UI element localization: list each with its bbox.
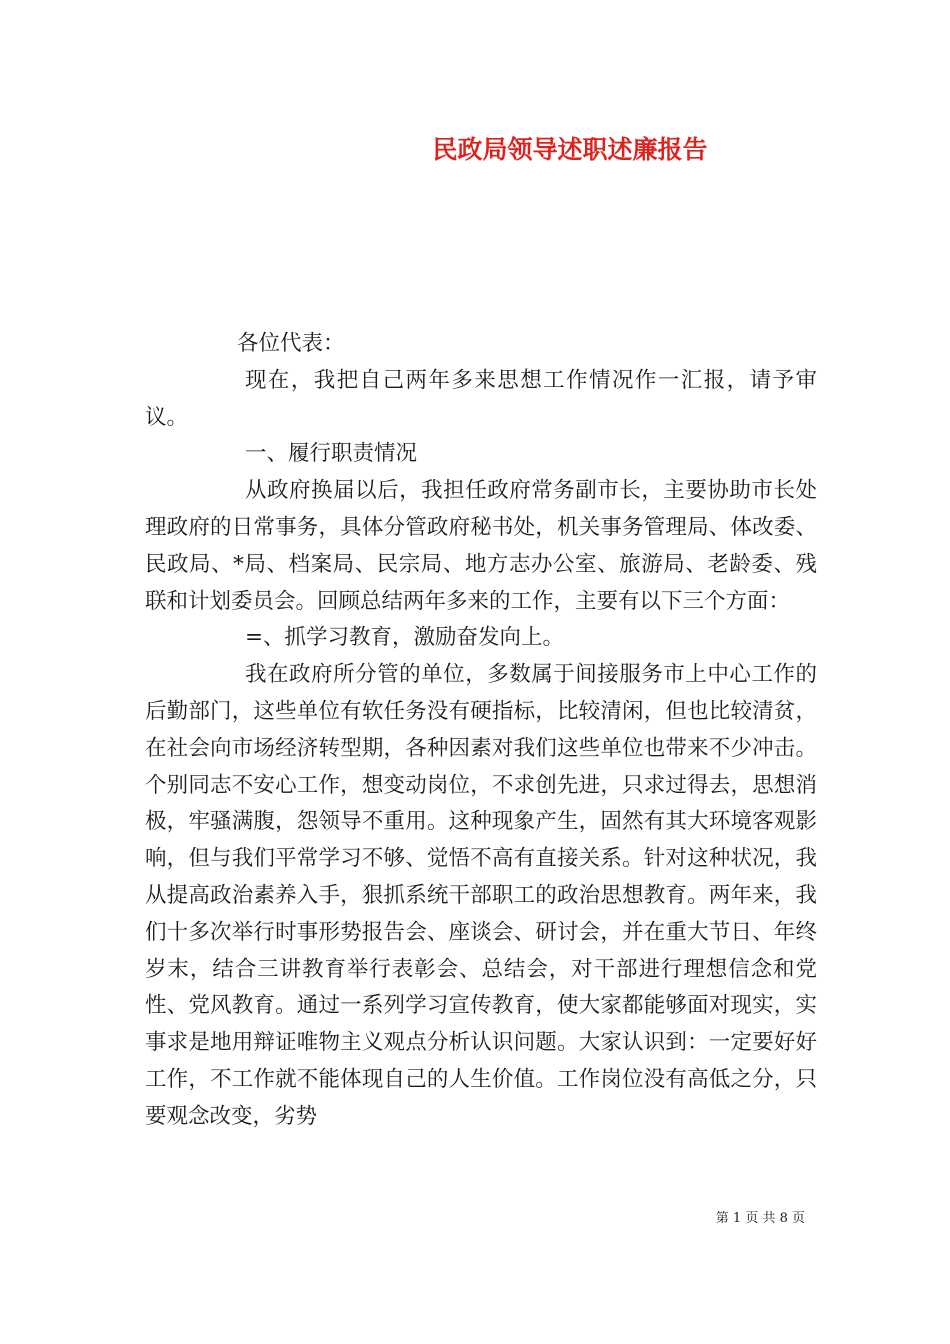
document-body (145, 326, 817, 1136)
paragraph-duties: 从政府换届以后，我担任政府常务副市长，主要协助市长处理政府的日常事务，具体分管政府秘书处，机关事务管理局、体改委、民政局、*局、档案局、民宗局、地方志办公室、旅游局、老龄委、残联和计划委员会。回顾总结两年多来的工作，主要有以下三个方面： (145, 478, 817, 614)
document-title: 民政局领导述职述廉报告 (432, 135, 708, 164)
section-heading-2: =、抓学习教育，激励奋发向上。 (245, 625, 565, 651)
paragraph-intro: 现在，我把自己两年多来思想工作情况作一汇报，请予审议。 (145, 367, 817, 430)
paragraph-education: 我在政府所分管的单位，多数属于间接服务市上中心工作的后勤部门，这些单位有软任务没有硬指标，比较清闲，但也比较清贫，在社会向市场经济转型期，各种因素对我们这些单位也带来不少冲击。个别同志不安心工作，想变动岗位，不求创先进，只求过得去，思想消极，牢骚满腹，怨领导不重用。这种现象产生，固然有其大环境客观影响，但与我们平常学习不够、觉悟不高有直接关系。针对这种状况，我从提高政治素养入手，狠抓系统干部职工的政治思想教育。两年来，我们十多次举行时事形势报告会、座谈会、研讨会，并在重大节日、年终岁末，结合三讲教育举行表彰会、总结会，对干部进行理想信念和党性、党风教育。通过一系列学习宣传教育，使大家都能够面对现实，实事求是地用辩证唯物主义观点分析认识问题。大家认识到：一定要好好工作，不工作就不能体现自己的人生价值。工作岗位没有高低之分，只要观念改变，劣势 (145, 662, 817, 1129)
section-heading-1: 一、履行职责情况 (245, 441, 418, 467)
page-number-footer: 第 1 页 共 8 页 (715, 1211, 805, 1226)
salutation: 各位代表： (237, 331, 345, 356)
